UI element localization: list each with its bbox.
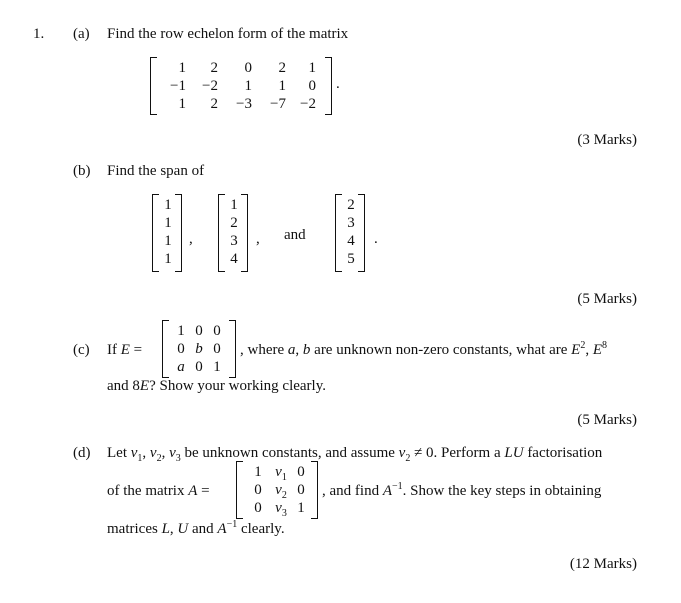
- matrix-a-cell: 1: [178, 96, 186, 112]
- vector-entry: 3: [230, 233, 238, 249]
- vector-entry: 4: [347, 233, 355, 249]
- vector-entry: 2: [347, 197, 355, 213]
- part-c-label: (c): [73, 342, 90, 358]
- part-d-label: (d): [73, 445, 91, 461]
- part-d-line2-pre: of the matrix A =: [107, 483, 210, 499]
- vector-entry: 1: [164, 233, 172, 249]
- matrix-a-cell: 0: [308, 78, 316, 94]
- matrix-a-cell: 1: [278, 78, 286, 94]
- vector-1: [152, 194, 182, 272]
- matrix-a-cell: −2: [300, 96, 316, 112]
- matrix-a-cell: 2: [278, 60, 286, 76]
- matrix-e-cell: b: [195, 341, 203, 357]
- part-d-line1: Let $v_1$, $v_2$, $v_3$ be unknown constants, and assume $v_2 \ne 0$. Perform a LU factorisation: [107, 445, 603, 464]
- matrix-a-cell: −3: [236, 96, 252, 112]
- part-c-line1-rest: , where a, b are unknown non-zero constants, what are $E^2$, $E^8$: [240, 340, 607, 358]
- matrix-e-cell: 0: [213, 341, 221, 357]
- vector-entry: 5: [347, 251, 355, 267]
- question-number: 1.: [33, 26, 45, 42]
- vector-entry: 1: [164, 197, 172, 213]
- vector-entry: 3: [347, 215, 355, 231]
- matrix-a-lu: 1 $v_1$ 0 0 $v_2$ 0 0 $v_3$ 1: [236, 461, 318, 519]
- vector-entry: 2: [230, 215, 238, 231]
- vector-entry: 4: [230, 251, 238, 267]
- matrix-a: [150, 57, 332, 115]
- matrix-e: [162, 320, 236, 378]
- part-c-line1: If E =: [107, 342, 143, 358]
- part-a-marks: (3 Marks): [577, 132, 637, 148]
- part-c-line2: and 8E? Show your working clearly.: [107, 378, 326, 394]
- matrix-a-cell: 2: [210, 96, 218, 112]
- matrix-e-cell: 0: [195, 323, 203, 339]
- part-b-label: (b): [73, 163, 91, 179]
- matrix-a-period: .: [336, 76, 340, 92]
- matrix-a-cell: 1: [308, 60, 316, 76]
- vector-sep-2: ,: [256, 231, 260, 247]
- part-d-line3: matrices L, U and $A^{-1}$ clearly.: [107, 519, 285, 537]
- matrix-e-cell: a: [177, 359, 185, 375]
- part-d-marks: (12 Marks): [569, 556, 637, 572]
- part-b-marks: (5 Marks): [577, 291, 637, 307]
- part-a-text: Find the row echelon form of the matrix: [107, 26, 349, 42]
- matrix-a-cell: 0: [244, 60, 252, 76]
- vector-sep-1: ,: [189, 231, 193, 247]
- vector-2: [218, 194, 248, 272]
- matrix-a-cell: −1: [170, 78, 186, 94]
- part-c-marks: (5 Marks): [577, 412, 637, 428]
- matrix-a-cell: 2: [210, 60, 218, 76]
- vector-entry: 1: [164, 251, 172, 267]
- matrix-e-cell: 0: [213, 323, 221, 339]
- part-a-label: (a): [73, 26, 90, 42]
- vector-3: [335, 194, 365, 272]
- vector-entry: 1: [230, 197, 238, 213]
- matrix-e-cell: 0: [177, 341, 185, 357]
- matrix-e-cell: 1: [177, 323, 185, 339]
- vector-period: .: [374, 231, 378, 247]
- matrix-e-cell: 1: [213, 359, 221, 375]
- part-b-text: Find the span of: [107, 163, 205, 179]
- matrix-e-cell: 0: [195, 359, 203, 375]
- part-d-line2-post: , and find $A^{-1}$. Show the key steps in obtaining: [322, 481, 602, 499]
- matrix-a-cell: −2: [202, 78, 218, 94]
- vector-entry: 1: [164, 215, 172, 231]
- matrix-a-cell: 1: [244, 78, 252, 94]
- matrix-a-cell: 1: [178, 60, 186, 76]
- matrix-a-cell: −7: [270, 96, 286, 112]
- and-word: and: [284, 227, 306, 243]
